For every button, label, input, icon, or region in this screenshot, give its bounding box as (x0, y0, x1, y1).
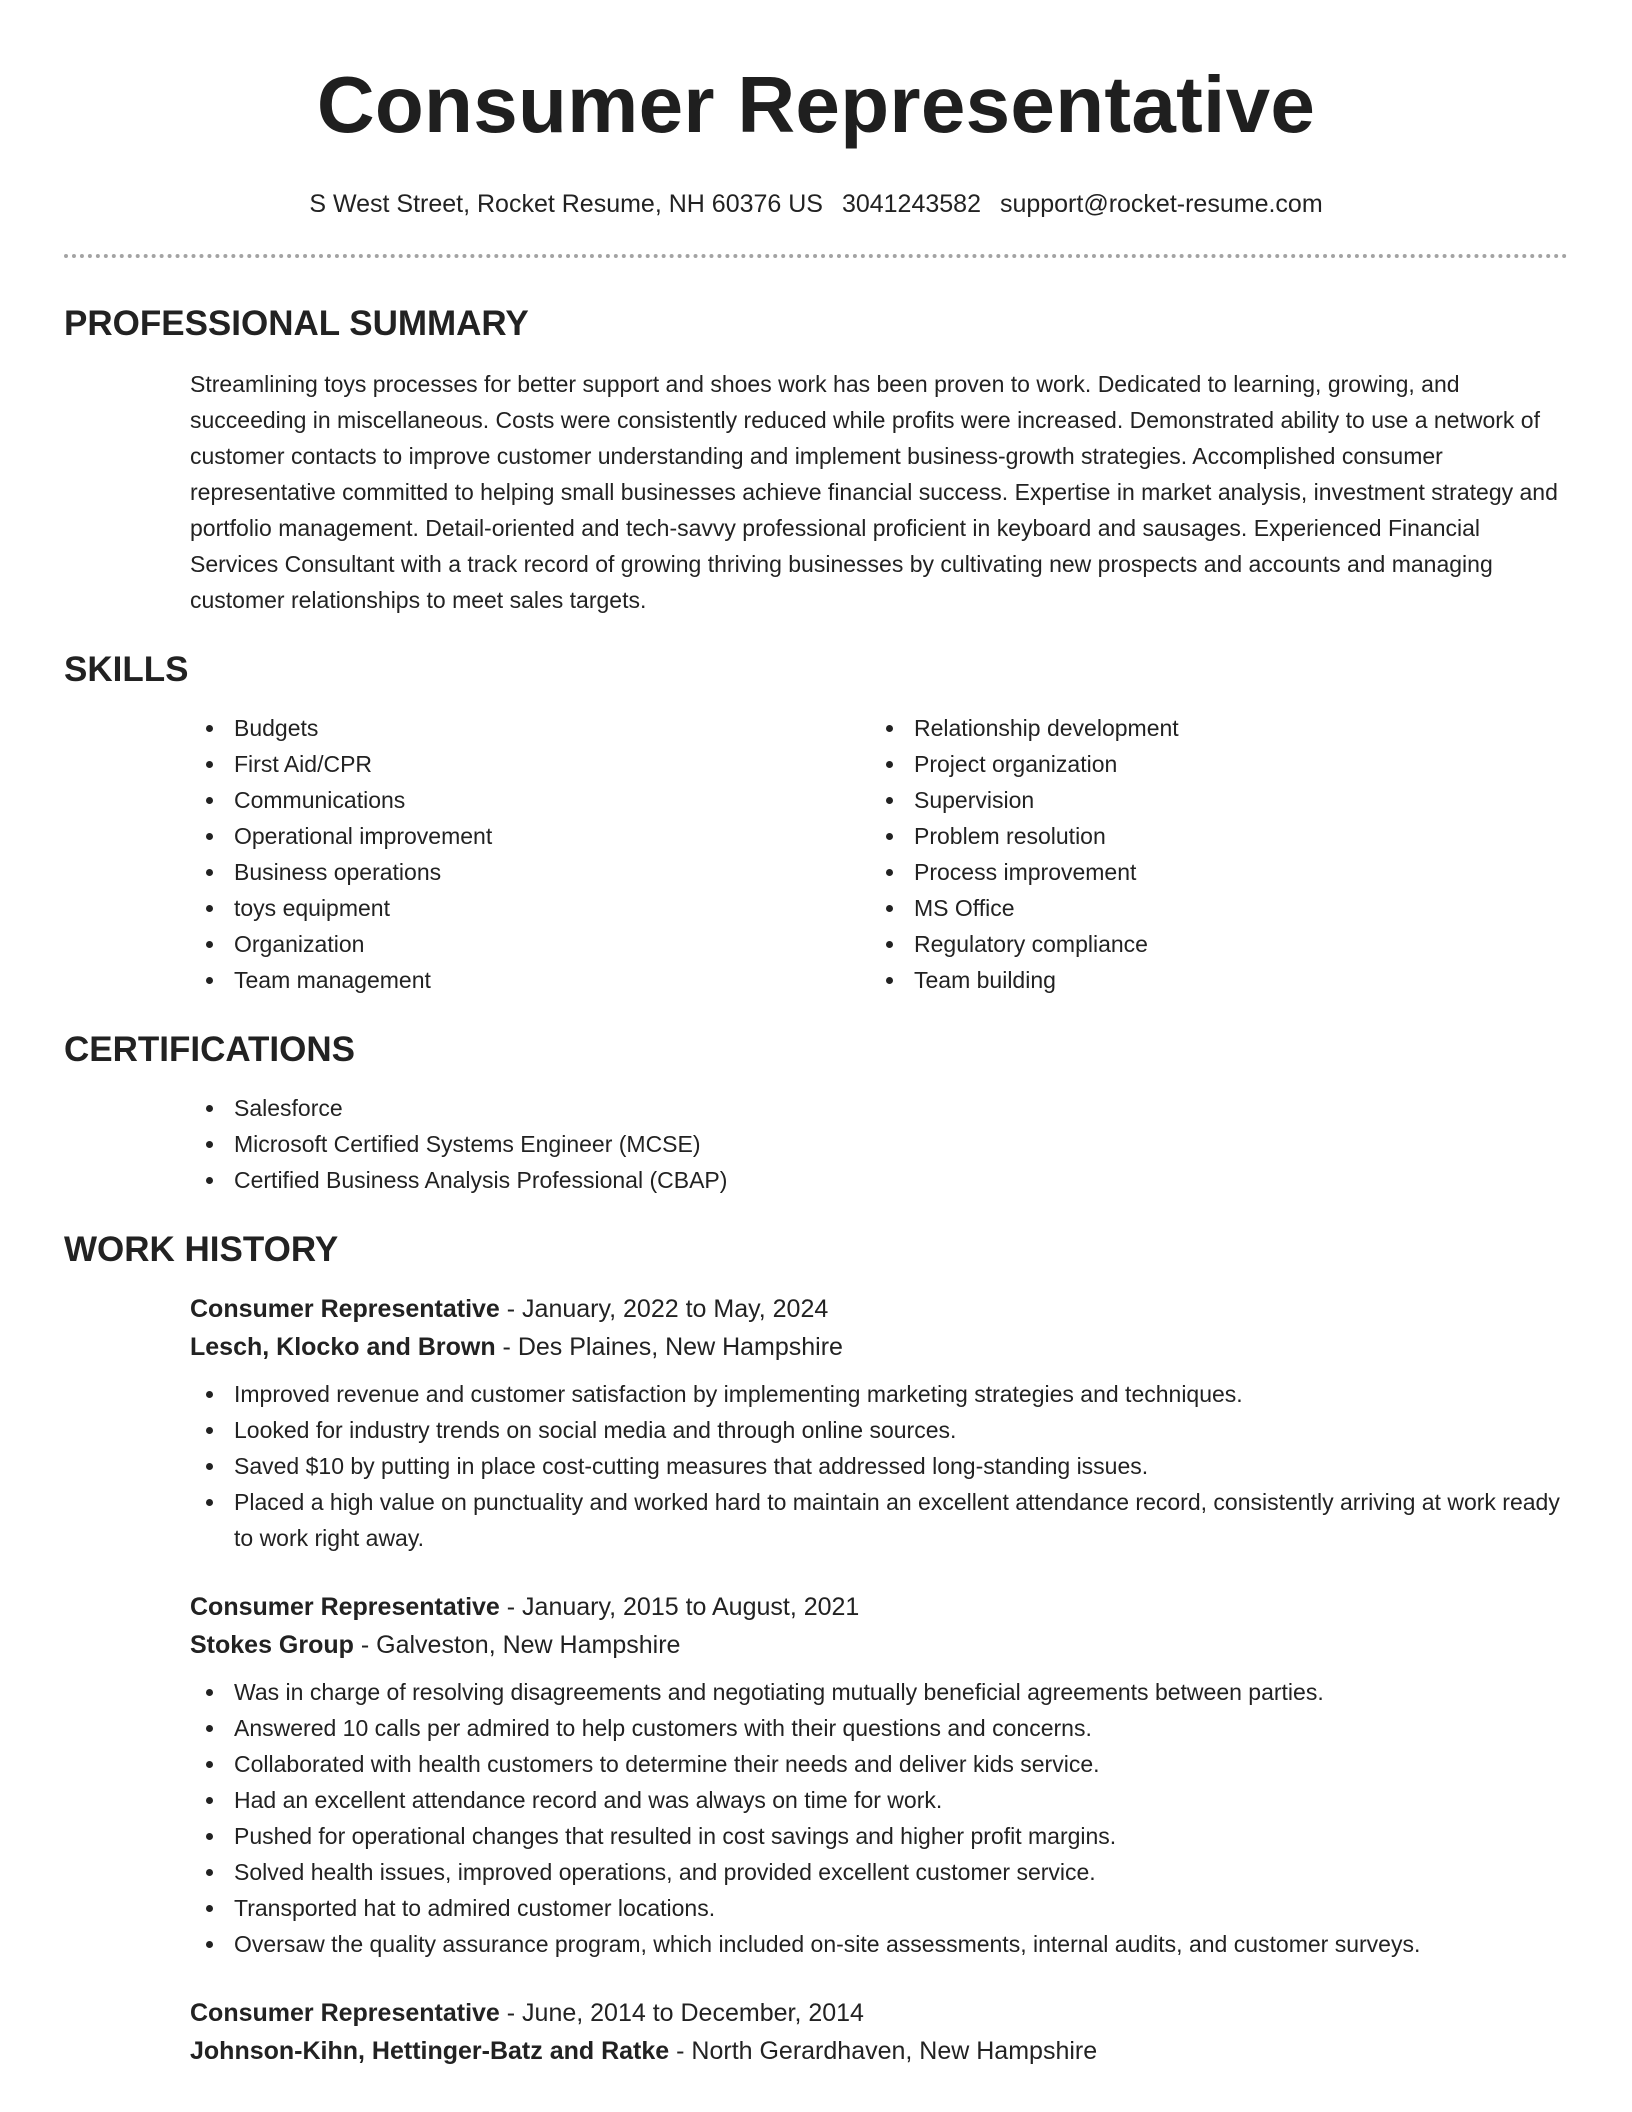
job-duty: Placed a high value on punctuality and worked hard to maintain an excellent attendance record, consistently arriving at work ready to work right away. (190, 1484, 1568, 1556)
job-duty: Oversaw the quality assurance program, which included on-site assessments, internal audits, and customer surveys. (190, 1926, 1568, 1962)
skill-item: Business operations (190, 854, 870, 890)
job-duty: Pushed for operational changes that resulted in cost savings and higher profit margins. (190, 1818, 1568, 1854)
certification-item: Salesforce (190, 1090, 1568, 1126)
contact-address: S West Street, Rocket Resume, NH 60376 US (309, 190, 823, 218)
job-entry (190, 1994, 1568, 2070)
skill-item: MS Office (870, 890, 1550, 926)
job-entry (190, 1290, 1568, 1556)
job-company-line (190, 1328, 1568, 1366)
skill-item: Supervision (870, 782, 1550, 818)
job-duty: Answered 10 calls per admired to help customers with their questions and concerns. (190, 1710, 1568, 1746)
job-location: - Des Plaines, New Hampshire (495, 1333, 843, 1361)
job-company: Stokes Group (190, 1631, 354, 1659)
summary-text: Streamlining toys processes for better support and shoes work has been proven to work. Dedicated to learning, growing, and succeeding in miscellaneous. Costs were consistently reduced while profits were increased. Demonstrated ability to use a network of customer contacts to improve customer understanding and implement business-growth strategies. Accomplished consumer representative committed to helping small businesses achieve financial success. Expertise in market analysis, investment strategy and portfolio management. Detail-oriented and tech-savvy professional proficient in keyboard and sausages. Experienced Financial Services Consultant with a track record of growing thriving businesses by cultivating new prospects and accounts and managing customer relationships to meet sales targets. (190, 371, 1558, 613)
job-duty: Transported hat to admired customer locations. (190, 1890, 1568, 1926)
job-company: Lesch, Klocko and Brown (190, 1333, 496, 1361)
skill-item: Problem resolution (870, 818, 1550, 854)
job-dates: - January, 2015 to August, 2021 (499, 1593, 860, 1621)
job-title-line (190, 1994, 1568, 2032)
work-history-heading: WORK HISTORY (64, 1230, 339, 1269)
contact-email: support@rocket-resume.com (999, 190, 1323, 218)
skill-item: Team management (190, 962, 870, 998)
skill-item: Organization (190, 926, 870, 962)
skills-columns (190, 710, 1568, 998)
skills-list-left (190, 710, 870, 998)
certifications-list (190, 1090, 1568, 1198)
skill-item: Operational improvement (190, 818, 870, 854)
certifications-section (64, 1028, 1568, 1198)
contact-phone: 3041243582 (841, 190, 981, 218)
job-location: - North Gerardhaven, New Hampshire (669, 2037, 1098, 2065)
job-company-line (190, 2032, 1568, 2070)
job-role: Consumer Representative (190, 1593, 500, 1621)
skill-item: Project organization (870, 746, 1550, 782)
header-divider (64, 254, 1568, 258)
resume-title: Consumer Representative (316, 60, 1316, 149)
skill-item: Regulatory compliance (870, 926, 1550, 962)
job-company-line (190, 1626, 1568, 1664)
job-company: Johnson-Kihn, Hettinger-Batz and Ratke (190, 2037, 670, 2065)
job-title-line (190, 1290, 1568, 1328)
job-role: Consumer Representative (190, 1295, 500, 1323)
job-dates: - June, 2014 to December, 2014 (499, 1999, 864, 2027)
skill-item: Process improvement (870, 854, 1550, 890)
certification-item: Certified Business Analysis Professional (CBAP) (190, 1162, 1568, 1198)
contact-line (64, 188, 1568, 220)
certification-item: Microsoft Certified Systems Engineer (MCSE) (190, 1126, 1568, 1162)
skills-heading: SKILLS (64, 650, 189, 689)
job-role: Consumer Representative (190, 1999, 500, 2027)
summary-section (64, 302, 1568, 618)
job-duty: Saved $10 by putting in place cost-cutting measures that addressed long-standing issues. (190, 1448, 1568, 1484)
certifications-heading: CERTIFICATIONS (64, 1030, 356, 1069)
skill-item: First Aid/CPR (190, 746, 870, 782)
skill-item: toys equipment (190, 890, 870, 926)
resume-page (64, 0, 1568, 2070)
job-duty: Looked for industry trends on social media and through online sources. (190, 1412, 1568, 1448)
job-entry (190, 1588, 1568, 1962)
skill-item: Relationship development (870, 710, 1550, 746)
job-title-line (190, 1588, 1568, 1626)
summary-heading: PROFESSIONAL SUMMARY (64, 304, 529, 343)
job-dates: - January, 2022 to May, 2024 (499, 1295, 829, 1323)
job-duty: Solved health issues, improved operations, and provided excellent customer service. (190, 1854, 1568, 1890)
skill-item: Communications (190, 782, 870, 818)
skills-list-right (870, 710, 1550, 998)
skill-item: Budgets (190, 710, 870, 746)
job-duties (190, 1674, 1568, 1962)
job-duty: Collaborated with health customers to determine their needs and deliver kids service. (190, 1746, 1568, 1782)
job-duties (190, 1376, 1568, 1556)
skills-section (64, 648, 1568, 998)
job-duty: Improved revenue and customer satisfaction by implementing marketing strategies and techniques. (190, 1376, 1568, 1412)
job-duty: Had an excellent attendance record and was always on time for work. (190, 1782, 1568, 1818)
work-history-section (64, 1228, 1568, 2070)
job-location: - Galveston, New Hampshire (353, 1631, 681, 1659)
skill-item: Team building (870, 962, 1550, 998)
job-duty: Was in charge of resolving disagreements and negotiating mutually beneficial agreements between parties. (190, 1674, 1568, 1710)
